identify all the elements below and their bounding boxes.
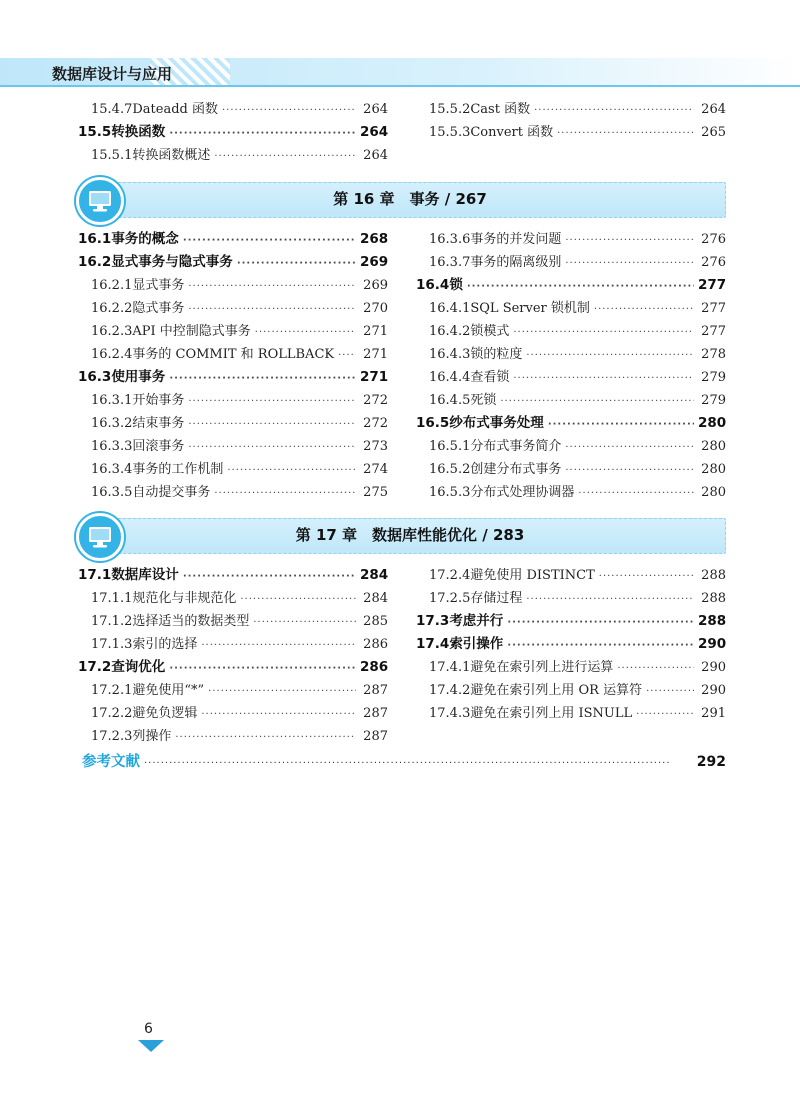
dot-leader	[240, 588, 356, 611]
dot-leader	[214, 145, 356, 168]
entry-title: 隐式事务	[132, 301, 185, 316]
toc-subsection-entry[interactable]	[78, 481, 388, 504]
dot-leader	[214, 482, 356, 505]
entry-number: 17.4.2	[429, 683, 471, 698]
dot-leader	[188, 390, 356, 413]
entry-title: 列操作	[132, 729, 172, 744]
dot-leader	[338, 344, 356, 367]
entry-page: 279	[701, 393, 726, 408]
chapter-17-banner	[76, 514, 726, 558]
toc-subsection-entry[interactable]	[78, 633, 388, 656]
toc-section-entry[interactable]	[416, 610, 726, 633]
entry-title: 事务的工作机制	[132, 462, 224, 477]
entry-page: 276	[701, 255, 726, 270]
chapter-16-title: 第 16 章 事务 / 267	[333, 190, 487, 208]
entry-title: 创建分布式事务	[470, 462, 562, 477]
entry-number: 15.5.3	[429, 125, 471, 140]
dot-leader	[526, 588, 694, 611]
entry-number: 16.5.1	[429, 439, 471, 454]
entry-title: 避免在索引列上用 ISNULL	[470, 706, 633, 721]
entry-title: 分布式处理协调器	[470, 485, 575, 500]
entry-number: 16.3.4	[91, 462, 133, 477]
dot-leader	[578, 482, 694, 505]
entry-page: 264	[363, 102, 388, 117]
dot-leader	[183, 565, 356, 588]
toc-ch16-left	[78, 228, 388, 504]
entry-page: 264	[701, 102, 726, 117]
dot-leader	[201, 634, 356, 657]
entry-number: 15.5.1	[91, 148, 133, 163]
entry-title: 规范化与非规范化	[132, 591, 237, 606]
dot-leader	[507, 634, 694, 657]
entry-page: 280	[701, 485, 726, 500]
book-title: 数据库设计与应用	[52, 65, 173, 83]
entry-title: 事务的概念	[111, 231, 179, 247]
entry-number: 17.1	[78, 567, 112, 583]
toc-subsection-entry[interactable]	[416, 389, 726, 412]
entry-title: 索引操作	[449, 636, 504, 652]
entry-title: 避免使用 DISTINCT	[470, 568, 595, 583]
toc-subsection-entry[interactable]	[416, 587, 726, 610]
entry-page: 276	[701, 232, 726, 247]
toc-section-entry[interactable]	[78, 228, 388, 251]
toc-subsection-entry[interactable]	[416, 564, 726, 587]
entry-title: 避免在索引列上用 OR 运算符	[470, 683, 643, 698]
entry-page: 277	[698, 277, 727, 293]
entry-page: 284	[363, 591, 388, 606]
dot-leader	[169, 367, 356, 390]
toc-subsection-entry[interactable]	[416, 481, 726, 504]
entry-title: 纱布式事务处理	[449, 415, 544, 431]
entry-number: 17.4.3	[429, 706, 471, 721]
toc-subsection-entry[interactable]	[416, 297, 726, 320]
entry-title: Convert 函数	[470, 125, 554, 140]
chapter-16-banner	[76, 178, 726, 222]
entry-page: 285	[363, 614, 388, 629]
entry-number: 16.3.2	[91, 416, 133, 431]
toc-subsection-entry[interactable]	[78, 725, 388, 748]
entry-title: 避免负逻辑	[132, 706, 198, 721]
toc-subsection-entry[interactable]	[78, 412, 388, 435]
dot-leader	[617, 657, 694, 680]
dot-leader	[208, 680, 356, 703]
dot-leader	[144, 752, 693, 776]
running-header	[0, 58, 800, 86]
toc-subsection-entry[interactable]	[416, 228, 726, 251]
dot-leader	[467, 275, 694, 298]
dot-leader	[500, 390, 694, 413]
toc-subsection-entry[interactable]	[78, 587, 388, 610]
toc-subsection-entry[interactable]	[78, 320, 388, 343]
entry-number: 16.4.3	[429, 347, 471, 362]
entry-title: 转换函数概述	[132, 148, 211, 163]
toc-subsection-entry[interactable]	[416, 98, 726, 121]
entry-number: 17.2.2	[91, 706, 133, 721]
entry-title: 事务的并发问题	[470, 232, 562, 247]
entry-page: 273	[363, 439, 388, 454]
entry-number: 16.2.1	[91, 278, 133, 293]
toc-ch16-right	[416, 228, 726, 504]
entry-page: 269	[360, 254, 389, 270]
entry-title: Cast 函数	[470, 102, 531, 117]
toc-subsection-entry[interactable]	[78, 297, 388, 320]
entry-number: 16.2	[78, 254, 112, 270]
entry-page: 284	[360, 567, 389, 583]
entry-title: 显式事务	[132, 278, 185, 293]
entry-page: 291	[701, 706, 726, 721]
triangle-down-icon	[138, 1040, 164, 1052]
entry-number: 15.4.7	[91, 102, 133, 117]
entry-page: 274	[363, 462, 388, 477]
dot-leader	[183, 229, 356, 252]
dot-leader	[175, 726, 356, 749]
entry-title: 分布式事务简介	[470, 439, 562, 454]
toc-subsection-entry[interactable]	[78, 702, 388, 725]
entry-number: 16.4.2	[429, 324, 471, 339]
dot-leader	[599, 565, 694, 588]
dot-leader	[237, 252, 356, 275]
entry-page: 286	[360, 659, 389, 675]
dot-leader	[201, 703, 356, 726]
entry-page: 264	[363, 148, 388, 163]
entry-title: 查询优化	[111, 659, 166, 675]
toc-subsection-entry[interactable]	[78, 679, 388, 702]
dot-leader	[646, 680, 694, 703]
entry-number: 16.5.2	[429, 462, 471, 477]
entry-title: API 中控制隐式事务	[132, 324, 251, 339]
entry-page: 275	[363, 485, 388, 500]
references-page: 292	[696, 754, 726, 770]
entry-title: 使用事务	[111, 369, 166, 385]
entry-page: 269	[363, 278, 388, 293]
dot-leader	[255, 321, 356, 344]
dot-leader	[548, 413, 694, 436]
toc-subsection-entry[interactable]	[416, 458, 726, 481]
entry-page: 287	[363, 729, 388, 744]
entry-title: 避免使用“*”	[132, 683, 205, 698]
entry-page: 288	[701, 591, 726, 606]
entry-title: 查看锁	[470, 370, 510, 385]
entry-page: 280	[698, 415, 727, 431]
toc-section-entry[interactable]	[78, 366, 388, 389]
entry-number: 16.3.3	[91, 439, 133, 454]
dot-leader	[222, 99, 356, 122]
entry-page: 287	[363, 706, 388, 721]
entry-page: 290	[698, 636, 727, 652]
dot-leader	[507, 611, 694, 634]
entry-number: 17.2.4	[429, 568, 471, 583]
dot-leader	[565, 459, 694, 482]
entry-number: 17.2.5	[429, 591, 471, 606]
entry-title: 事务的 COMMIT 和 ROLLBACK	[132, 347, 335, 362]
entry-number: 16.4.4	[429, 370, 471, 385]
entry-number: 16.2.2	[91, 301, 133, 316]
entry-title: 结束事务	[132, 416, 185, 431]
entry-page: 278	[701, 347, 726, 362]
entry-number: 16.3	[78, 369, 112, 385]
entry-page: 287	[363, 683, 388, 698]
toc-subsection-entry[interactable]	[416, 702, 726, 725]
toc-subsection-entry[interactable]	[416, 679, 726, 702]
dot-leader	[565, 229, 694, 252]
entry-title: 选择适当的数据类型	[132, 614, 250, 629]
entry-number: 16.2.3	[91, 324, 133, 339]
entry-page: 290	[701, 683, 726, 698]
entry-title: 考虑并行	[449, 613, 504, 629]
entry-title: SQL Server 锁机制	[470, 301, 590, 316]
entry-title: 显式事务与隐式事务	[111, 254, 233, 270]
dot-leader	[227, 459, 356, 482]
entry-page: 290	[701, 660, 726, 675]
entry-page: 271	[363, 324, 388, 339]
dot-leader	[513, 367, 694, 390]
entry-page: 288	[698, 613, 727, 629]
entry-number: 17.1.3	[91, 637, 133, 652]
dot-leader	[513, 321, 694, 344]
entry-title: 索引的选择	[132, 637, 198, 652]
toc-section-entry[interactable]	[78, 251, 388, 274]
entry-title: 转换函数	[111, 124, 166, 140]
toc-section-entry[interactable]	[78, 564, 388, 587]
entry-number: 17.1.2	[91, 614, 133, 629]
dot-leader	[253, 611, 356, 634]
entry-page: 280	[701, 439, 726, 454]
entry-page: 272	[363, 416, 388, 431]
dot-leader	[526, 344, 694, 367]
entry-number: 15.5	[78, 124, 112, 140]
entry-number: 16.2.4	[91, 347, 133, 362]
entry-number: 17.4.1	[429, 660, 471, 675]
references-entry[interactable]	[82, 750, 726, 774]
entry-page: 286	[363, 637, 388, 652]
entry-page: 268	[360, 231, 389, 247]
references-title: 参考文献	[82, 754, 140, 770]
toc-ch17-left	[78, 564, 388, 748]
dot-leader	[188, 413, 356, 436]
toc-subsection-entry[interactable]	[416, 656, 726, 679]
dot-leader	[594, 298, 694, 321]
entry-number: 16.3.5	[91, 485, 133, 500]
entry-page: 272	[363, 393, 388, 408]
dot-leader	[565, 252, 694, 275]
entry-number: 16.3.6	[429, 232, 471, 247]
toc-top-left	[78, 98, 388, 167]
toc-ch17-right	[416, 564, 726, 725]
entry-number: 16.5.3	[429, 485, 471, 500]
entry-number: 16.4.1	[429, 301, 471, 316]
entry-number: 17.2.1	[91, 683, 133, 698]
toc-subsection-entry[interactable]	[78, 98, 388, 121]
chapter-17-title: 第 17 章 数据库性能优化 / 283	[295, 526, 525, 544]
toc-subsection-entry[interactable]	[78, 144, 388, 167]
dot-leader	[534, 99, 694, 122]
header-rule	[0, 85, 800, 87]
page-number: 6	[144, 1021, 153, 1037]
entry-page: 264	[360, 124, 389, 140]
entry-title: 存储过程	[470, 591, 523, 606]
entry-number: 17.2	[78, 659, 112, 675]
toc-top-right	[416, 98, 726, 144]
dot-leader	[188, 298, 356, 321]
toc-subsection-entry[interactable]	[416, 251, 726, 274]
dot-leader	[169, 657, 356, 680]
dot-leader	[188, 275, 356, 298]
entry-page: 277	[701, 301, 726, 316]
entry-number: 16.5	[416, 415, 450, 431]
entry-number: 17.2.3	[91, 729, 133, 744]
toc-section-entry[interactable]	[78, 656, 388, 679]
entry-page: 279	[701, 370, 726, 385]
entry-title: 锁	[449, 277, 463, 293]
entry-title: 死锁	[470, 393, 497, 408]
entry-page: 288	[701, 568, 726, 583]
entry-number: 16.1	[78, 231, 112, 247]
entry-number: 16.3.1	[91, 393, 133, 408]
toc-section-entry[interactable]	[416, 633, 726, 656]
toc-subsection-entry[interactable]	[78, 389, 388, 412]
entry-page: 270	[363, 301, 388, 316]
entry-number: 17.3	[416, 613, 450, 629]
entry-number: 17.4	[416, 636, 450, 652]
entry-title: 数据库设计	[111, 567, 179, 583]
entry-title: 事务的隔离级别	[470, 255, 562, 270]
entry-page: 280	[701, 462, 726, 477]
toc-subsection-entry[interactable]	[78, 435, 388, 458]
dot-leader	[636, 703, 694, 726]
dot-leader	[169, 122, 356, 145]
toc-subsection-entry[interactable]	[416, 435, 726, 458]
entry-number: 16.3.7	[429, 255, 471, 270]
toc-section-entry[interactable]	[416, 412, 726, 435]
dot-leader	[565, 436, 694, 459]
toc-subsection-entry[interactable]	[416, 121, 726, 144]
entry-page: 271	[360, 369, 389, 385]
toc-subsection-entry[interactable]	[416, 366, 726, 389]
entry-number: 15.5.2	[429, 102, 471, 117]
entry-title: Dateadd 函数	[132, 102, 218, 117]
entry-title: 避免在索引列上进行运算	[470, 660, 614, 675]
entry-number: 17.1.1	[91, 591, 133, 606]
entry-number: 16.4	[416, 277, 450, 293]
toc-section-entry[interactable]	[78, 121, 388, 144]
toc-subsection-entry[interactable]	[416, 320, 726, 343]
entry-number: 16.4.5	[429, 393, 471, 408]
toc-subsection-entry[interactable]	[78, 458, 388, 481]
entry-page: 265	[701, 125, 726, 140]
toc-subsection-entry[interactable]	[78, 274, 388, 297]
entry-title: 自动提交事务	[132, 485, 211, 500]
entry-title: 锁的粒度	[470, 347, 523, 362]
entry-title: 开始事务	[132, 393, 185, 408]
entry-page: 271	[363, 347, 388, 362]
entry-title: 回滚事务	[132, 439, 185, 454]
dot-leader	[188, 436, 356, 459]
toc-subsection-entry[interactable]	[78, 343, 388, 366]
entry-page: 277	[701, 324, 726, 339]
toc-subsection-entry[interactable]	[78, 610, 388, 633]
dot-leader	[557, 122, 694, 145]
toc-section-entry[interactable]	[416, 274, 726, 297]
toc-subsection-entry[interactable]	[416, 343, 726, 366]
entry-title: 锁模式	[470, 324, 510, 339]
